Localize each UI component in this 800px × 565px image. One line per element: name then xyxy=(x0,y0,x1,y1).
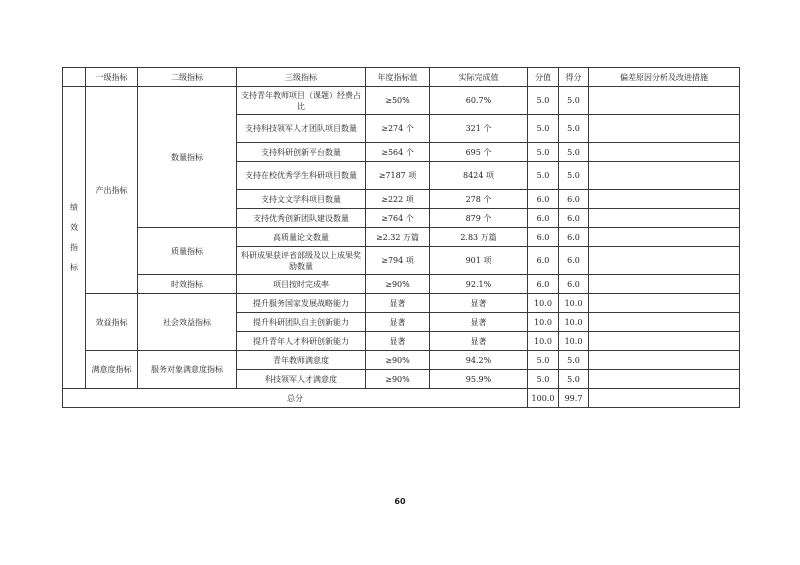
indicator-cell: 科研成果获评省部级及以上成果奖励数量 xyxy=(237,247,366,275)
level2-social: 社会效益指标 xyxy=(138,294,237,351)
note-cell xyxy=(589,190,740,209)
actual-cell: 695 个 xyxy=(430,143,528,162)
header-level1: 一级指标 xyxy=(86,68,138,87)
note-cell xyxy=(589,332,740,351)
actual-cell: 显著 xyxy=(430,313,528,332)
score-cell: 5.0 xyxy=(559,143,589,162)
level1-effect: 效益指标 xyxy=(86,294,138,351)
actual-cell: 92.1% xyxy=(430,275,528,294)
table-row xyxy=(63,228,740,247)
weight-cell: 5.0 xyxy=(528,87,559,115)
indicator-cell: 支持优秀创新团队建设数量 xyxy=(237,209,366,228)
indicator-cell: 提升服务国家发展战略能力 xyxy=(237,294,366,313)
table-header-row xyxy=(63,68,740,87)
note-cell xyxy=(589,162,740,190)
target-cell: ≥764 个 xyxy=(366,209,430,228)
indicator-cell: 支持科研创新平台数量 xyxy=(237,143,366,162)
note-cell xyxy=(589,275,740,294)
header-annual-target: 年度指标值 xyxy=(366,68,430,87)
weight-cell: 10.0 xyxy=(528,294,559,313)
target-cell: ≥7187 项 xyxy=(366,162,430,190)
actual-cell: 2.83 万篇 xyxy=(430,228,528,247)
weight-cell: 5.0 xyxy=(528,370,559,389)
target-cell: 显著 xyxy=(366,332,430,351)
note-cell xyxy=(589,247,740,275)
score-cell: 5.0 xyxy=(559,87,589,115)
score-cell: 10.0 xyxy=(559,294,589,313)
total-weight: 100.0 xyxy=(528,389,559,408)
note-cell xyxy=(589,351,740,370)
table-row xyxy=(63,351,740,370)
total-note-cell xyxy=(589,389,740,408)
score-cell: 5.0 xyxy=(559,162,589,190)
note-cell xyxy=(589,370,740,389)
category-char: 效 xyxy=(70,222,78,232)
weight-cell: 10.0 xyxy=(528,332,559,351)
table-row xyxy=(63,87,740,115)
note-cell xyxy=(589,228,740,247)
actual-cell: 278 个 xyxy=(430,190,528,209)
weight-cell: 6.0 xyxy=(528,228,559,247)
header-blank-cell xyxy=(63,68,86,87)
score-cell: 6.0 xyxy=(559,247,589,275)
note-cell xyxy=(589,143,740,162)
score-cell: 5.0 xyxy=(559,115,589,143)
weight-cell: 6.0 xyxy=(528,247,559,275)
score-cell: 5.0 xyxy=(559,351,589,370)
target-cell: 显著 xyxy=(366,294,430,313)
indicator-cell: 提升科研团队自主创新能力 xyxy=(237,313,366,332)
actual-cell: 321 个 xyxy=(430,115,528,143)
table-row xyxy=(63,294,740,313)
total-score: 99.7 xyxy=(559,389,589,408)
header-level3: 三级指标 xyxy=(237,68,366,87)
score-cell: 6.0 xyxy=(559,209,589,228)
indicator-cell: 青年教师满意度 xyxy=(237,351,366,370)
level2-quantity: 数量指标 xyxy=(138,87,237,228)
note-cell xyxy=(589,87,740,115)
header-level2: 二级指标 xyxy=(138,68,237,87)
weight-cell: 6.0 xyxy=(528,190,559,209)
indicator-cell: 科技领军人才满意度 xyxy=(237,370,366,389)
header-actual: 实际完成值 xyxy=(430,68,528,87)
level2-timeliness: 时效指标 xyxy=(138,275,237,294)
target-cell: ≥274 个 xyxy=(366,115,430,143)
target-cell: ≥794 项 xyxy=(366,247,430,275)
target-cell: ≥222 项 xyxy=(366,190,430,209)
weight-cell: 5.0 xyxy=(528,162,559,190)
level2-quality: 质量指标 xyxy=(138,228,237,275)
score-cell: 10.0 xyxy=(559,332,589,351)
target-cell: ≥90% xyxy=(366,370,430,389)
header-weight: 分值 xyxy=(528,68,559,87)
note-cell xyxy=(589,294,740,313)
indicator-cell: 支持科技领军人才团队项目数量 xyxy=(237,115,366,143)
actual-cell: 60.7% xyxy=(430,87,528,115)
category-char: 绩 xyxy=(70,202,78,212)
actual-cell: 显著 xyxy=(430,294,528,313)
note-cell xyxy=(589,313,740,332)
indicator-cell: 提升青年人才科研创新能力 xyxy=(237,332,366,351)
actual-cell: 95.9% xyxy=(430,370,528,389)
score-cell: 6.0 xyxy=(559,190,589,209)
level2-service: 服务对象满意度指标 xyxy=(138,351,237,389)
note-cell xyxy=(589,115,740,143)
weight-cell: 6.0 xyxy=(528,275,559,294)
category-char: 标 xyxy=(70,262,78,272)
indicator-cell: 支持文文学科项目数量 xyxy=(237,190,366,209)
target-cell: 显著 xyxy=(366,313,430,332)
page-number: 60 xyxy=(394,497,406,506)
actual-cell: 显著 xyxy=(430,332,528,351)
table-row xyxy=(63,275,740,294)
weight-cell: 5.0 xyxy=(528,115,559,143)
target-cell: ≥564 个 xyxy=(366,143,430,162)
target-cell: ≥90% xyxy=(366,351,430,370)
actual-cell: 94.2% xyxy=(430,351,528,370)
total-row xyxy=(63,389,740,408)
score-cell: 6.0 xyxy=(559,228,589,247)
score-cell: 10.0 xyxy=(559,313,589,332)
header-score: 得分 xyxy=(559,68,589,87)
header-deviation: 偏差原因分析及改进措施 xyxy=(589,68,740,87)
indicator-cell: 高质量论文数量 xyxy=(237,228,366,247)
category-cell xyxy=(63,87,86,389)
indicator-cell: 支持在校优秀学生科研项目数量 xyxy=(237,162,366,190)
level1-output: 产出指标 xyxy=(86,87,138,294)
level1-satisfaction: 满意度指标 xyxy=(86,351,138,389)
total-label: 总分 xyxy=(63,389,528,408)
actual-cell: 879 个 xyxy=(430,209,528,228)
actual-cell: 901 项 xyxy=(430,247,528,275)
indicator-cell: 项目按时完成率 xyxy=(237,275,366,294)
target-cell: ≥50% xyxy=(366,87,430,115)
score-cell: 5.0 xyxy=(559,370,589,389)
weight-cell: 5.0 xyxy=(528,351,559,370)
indicator-cell: 支持青年教师项目（课题）经费占比 xyxy=(237,87,366,115)
note-cell xyxy=(589,209,740,228)
performance-table xyxy=(62,67,740,408)
target-cell: ≥90% xyxy=(366,275,430,294)
category-char: 指 xyxy=(70,242,78,252)
target-cell: ≥2.32 万篇 xyxy=(366,228,430,247)
weight-cell: 10.0 xyxy=(528,313,559,332)
weight-cell: 6.0 xyxy=(528,209,559,228)
actual-cell: 8424 项 xyxy=(430,162,528,190)
score-cell: 6.0 xyxy=(559,275,589,294)
weight-cell: 5.0 xyxy=(528,143,559,162)
